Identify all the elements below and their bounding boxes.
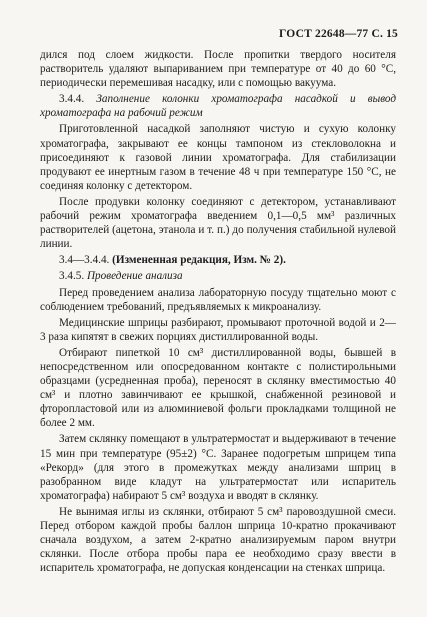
running-header: ГОСТ 22648—77 С. 15 <box>279 28 398 40</box>
edition-range: 3.4—3.4.4. <box>59 254 110 267</box>
section-title: Проведение анализа <box>86 270 183 283</box>
section-heading-3-4-5 <box>40 269 396 283</box>
paragraph: Отбирают пипеткой 10 см³ дистиллированной воды, бывшей в непосредственном или опосредованном контакте с полистирольными образцами (усредненная проба), переносят в склянку вместимостью 40 см³ и плотно завинчивают ее крышкой, снабженной резиновой и фторопластовой или из алюминиевой фольги прокладками толщиной не более 2 мм. <box>40 346 396 430</box>
edition-note <box>40 253 396 267</box>
paragraph: Перед проведением анализа лабораторную посуду тщательно моют с соблюдением требований, предъявляемых к микроанализу. <box>40 286 396 313</box>
section-heading-3-4-4 <box>40 92 396 120</box>
section-title: Заполнение колонки хроматографа насадкой и вывод хроматографа на рабочий режим <box>40 93 397 120</box>
paragraph: Медицинские шприцы разбирают, промывают проточной водой и 2—3 раза кипятят в свежих порциях дистиллированной воды. <box>40 316 396 343</box>
paragraph-continuation: дился под слоем жидкости. После пропитки твердого носителя растворитель удаляют выпариванием при температуре от 40 до 60 °С, периодически перемешивая насадку, или с помощью вакуума. <box>40 49 396 90</box>
paragraph: Затем склянку помещают в ультратермостат и выдерживают в течение 15 мин при температуре (95±2) °С. Заранее подогретым шприцем типа «Рекорд» (для этого в промежутках между анализами шприц в разобранном виде кладут на ультратермостат или испаритель хроматографа) набирают 5 см³ воздуха и вводят в склянку. <box>40 433 396 502</box>
section-number: 3.4.4. <box>59 93 85 106</box>
edition-text: (Измененная редакция, Изм. № 2). <box>112 254 286 267</box>
paragraph: После продувки колонку соединяют с детектором, устанавливают рабочий режим хроматографа введением 0,1—0,5 мм³ различных растворителей (ацетона, этанола и т. п.) до получения стабильной нулевой линии. <box>40 195 396 251</box>
paragraph: Не вынимая иглы из склянки, отбирают 5 см³ паровоздушной смеси. Перед отбором каждой пробы баллон шприца 10-кратно прокачивают сначала воздухом, а затем 2-кратно анализируемым паром внутри склянки. После отбора пробы пара ее необходимо сразу ввести в испаритель хроматографа, не допуская конденсации на стенках шприца. <box>40 505 396 575</box>
paragraph: Приготовленной насадкой заполняют чистую и сухую колонку хроматографа, закрывают ее концы тампоном из стекловолокна и присоединяют к газовой линии хроматографа. Для стабилизации продувают ее инертным газом в течение 48 ч при температуре 150 °С, не соединяя колонку с детектором. <box>40 123 396 192</box>
section-number: 3.4.5. <box>59 270 85 283</box>
document-body <box>40 48 396 577</box>
